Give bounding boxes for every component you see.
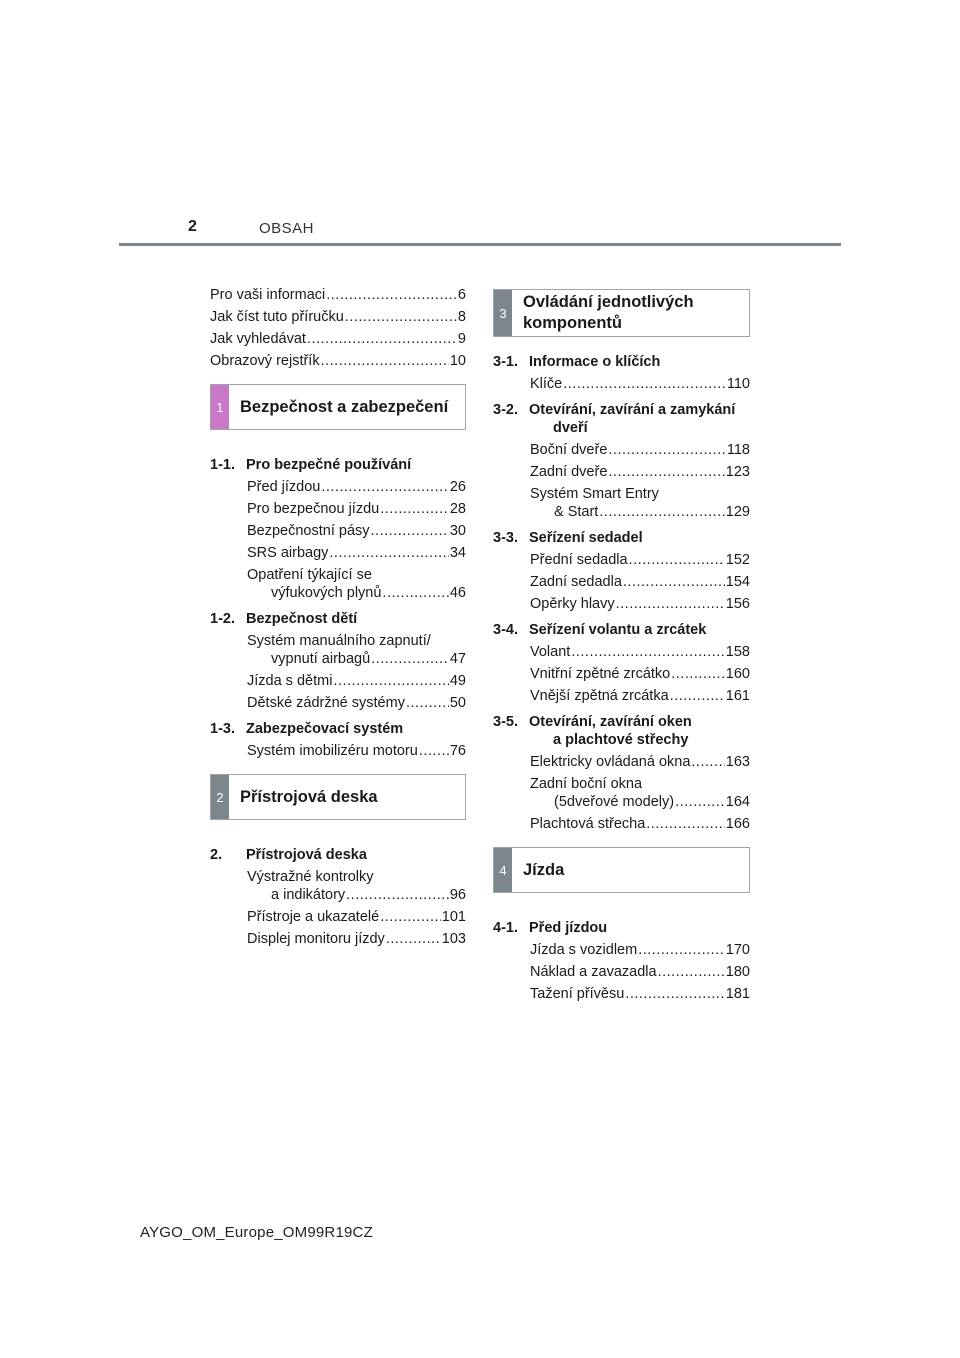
toc-entry[interactable]: Pro bezpečnou jízdu ..... 28 [247,500,466,518]
toc-entry[interactable]: Přístroje a ukazatelé ..... 101 [247,908,466,926]
toc-entry[interactable]: Tažení přívěsu ..... 181 [530,985,750,1003]
toc-entry[interactable]: Zadní sedadla ..... 154 [530,573,750,591]
page-header [0,0,960,250]
toc-entry[interactable]: Dětské zádržné systémy ..... 50 [247,694,466,712]
toc-entry[interactable]: Pro vaši informaci ..... 6 [210,286,466,304]
header-rule [119,243,841,246]
chapter-title-1: Bezpečnost a zabezpečení [240,397,449,416]
chapter-box-2[interactable] [210,774,466,820]
section-1-1: 1-1. Pro bezpečné používání [210,457,412,473]
section-3-4: 3-4. Seřízení volantu a zrcátek [493,622,707,638]
toc-entry[interactable]: Displej monitoru jízdy ..... 103 [247,930,466,948]
toc-entry[interactable]: Zadní boční okna (5dveřové modely) ..... 164 [530,775,750,811]
section-1-3: 1-3. Zabezpečovací systém [210,721,404,737]
footer-doc-code: AYGO_OM_Europe_OM99R19CZ [140,1224,373,1241]
chapter-box-1[interactable] [210,384,466,430]
toc-entry[interactable]: Vnější zpětná zrcátka ..... 161 [530,687,750,705]
toc-entry[interactable]: Náklad a zavazadla ..... 180 [530,963,750,981]
chapter-title-4: Jízda [523,860,565,879]
toc-entry[interactable]: Jízda s dětmi ..... 49 [247,672,466,690]
section-3-1: 3-1. Informace o klíčích [493,354,661,370]
toc-entry[interactable]: Výstražné kontrolky a indikátory ..... 96 [247,868,466,904]
toc-entry[interactable]: Systém imobilizéru motoru ..... 76 [247,742,466,760]
toc-entry[interactable]: Systém manuálního zapnutí/ vypnutí airbagů ..... 47 [247,632,466,668]
toc-entry[interactable]: Jízda s vozidlem ..... 170 [530,941,750,959]
section-3-2: 3-2. Otevírání, zavírání a zamykání dveří [493,402,736,436]
section-4-1: 4-1. Před jízdou [493,920,608,936]
toc-entry[interactable]: Plachtová střecha ..... 166 [530,815,750,833]
toc-entry[interactable]: Zadní dveře ..... 123 [530,463,750,481]
toc-entry[interactable]: Bezpečnostní pásy ..... 30 [247,522,466,540]
toc-entry[interactable]: Systém Smart Entry & Start ..... 129 [530,485,750,521]
toc-entry[interactable]: Obrazový rejstřík ..... 10 [210,352,466,370]
chapter-box-4[interactable] [493,847,750,893]
page-number: 2 [188,218,197,235]
chapter-tab-1: 1 [211,385,229,429]
page-title: OBSAH [259,220,315,237]
chapter-tab-2: 2 [211,775,229,819]
toc-entry[interactable]: Elektricky ovládaná okna ..... 163 [530,753,750,771]
toc-entry[interactable]: Před jízdou ..... 26 [247,478,466,496]
chapter-tab-3: 3 [494,290,512,336]
chapter-tab-4: 4 [494,848,512,892]
chapter-title-2: Přístrojová deska [240,787,378,806]
toc-entry[interactable]: Jak vyhledávat ..... 9 [210,330,466,348]
section-3-5: 3-5. Otevírání, zavírání oken a plachtové střechy [493,714,692,748]
toc-entry[interactable]: SRS airbagy ..... 34 [247,544,466,562]
chapter-box-3[interactable] [493,289,750,337]
toc-entry[interactable]: Volant ..... 158 [530,643,750,661]
section-1-2: 1-2. Bezpečnost dětí [210,611,358,627]
toc-entry[interactable]: Přední sedadla ..... 152 [530,551,750,569]
toc-entry[interactable]: Vnitřní zpětné zrcátko ..... 160 [530,665,750,683]
toc-right-column [493,289,750,1003]
chapter-title-3: Ovládání jednotlivých komponentů [523,293,694,332]
section-3-3: 3-3. Seřízení sedadel [493,530,643,546]
section-2: 2. Přístrojová deska [210,847,367,863]
toc-entry[interactable]: Jak číst tuto příručku ..... 8 [210,308,466,326]
toc-entry[interactable]: Boční dveře ..... 118 [530,441,750,459]
toc-entry[interactable]: Klíče ..... 110 [530,375,750,393]
toc-left-column [210,286,466,948]
toc-entry[interactable]: Opěrky hlavy ..... 156 [530,595,750,613]
toc-entry[interactable]: Opatření týkající se výfukových plynů ..... 46 [247,566,466,602]
